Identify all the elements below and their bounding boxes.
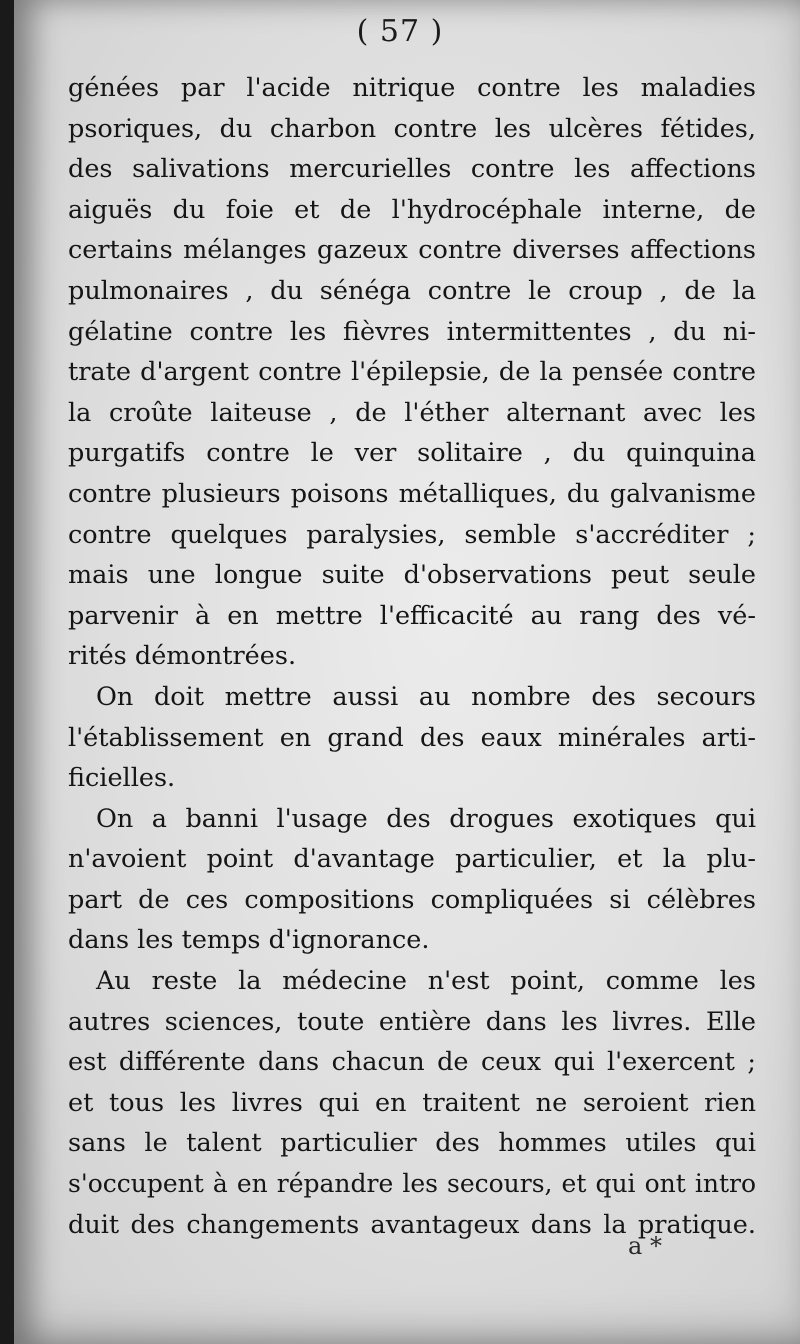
text-line: n'avoient point d'avantage particulier, et la plu- bbox=[68, 844, 756, 875]
text-line: autres sciences, toute entière dans les livres. Elle bbox=[68, 1006, 756, 1037]
text-line: duit des changements avantageux dans la pratique. bbox=[68, 1209, 756, 1240]
text-line: rités démontrées. bbox=[68, 641, 297, 672]
text-line: sans le talent particulier des hommes utiles qui bbox=[68, 1128, 756, 1159]
text-line: trate d'argent contre l'épilepsie, de la pensée contre bbox=[68, 357, 756, 388]
signature-mark: a * bbox=[628, 1232, 662, 1260]
text-line: psoriques, du charbon contre les ulcères fétides, bbox=[68, 113, 756, 144]
text-line: aiguës du foie et de l'hydrocéphale interne, de bbox=[68, 194, 756, 225]
page-number: ( 57 ) bbox=[356, 14, 444, 49]
text-line: dans les temps d'ignorance. bbox=[68, 925, 430, 956]
text-line: contre quelques paralysies, semble s'accréditer ; bbox=[68, 519, 756, 550]
text-line: génées par l'acide nitrique contre les maladies bbox=[68, 73, 756, 103]
text-line: l'établissement en grand des eaux minérales arti- bbox=[68, 722, 756, 753]
text-line: s'occupent à en répandre les secours, et qui ont intro bbox=[68, 1169, 756, 1199]
text-line: pulmonaires , du sénéga contre le croup , de la bbox=[68, 275, 756, 306]
text-line: mais une longue suite d'observations peut seule bbox=[68, 560, 756, 591]
text-line: est différente dans chacun de ceux qui l'exercent ; bbox=[68, 1047, 756, 1078]
text-line: et tous les livres qui en traitent ne seroient rien bbox=[68, 1087, 756, 1118]
text-line: ficielles. bbox=[68, 763, 176, 794]
text-line: gélatine contre les fièvres intermittentes , du ni- bbox=[68, 316, 756, 347]
text-line: parvenir à en mettre l'efficacité au rang des vé- bbox=[68, 600, 756, 631]
text-line: On doit mettre aussi au nombre des secours bbox=[96, 681, 756, 712]
page-body-text bbox=[68, 68, 756, 1245]
text-line: Au reste la médecine n'est point, comme les bbox=[96, 966, 756, 997]
text-line: purgatifs contre le ver solitaire , du quinquina bbox=[68, 438, 756, 469]
text-line: la croûte laiteuse , de l'éther alternant avec les bbox=[68, 397, 756, 428]
text-line: contre plusieurs poisons métalliques, du galvanisme bbox=[68, 478, 756, 509]
text-line: On a banni l'usage des drogues exotiques qui bbox=[96, 803, 756, 834]
text-line: part de ces compositions compliquées si célèbres bbox=[68, 884, 756, 915]
text-line: des salivations mercurielles contre les affections bbox=[68, 154, 756, 185]
text-line: certains mélanges gazeux contre diverses affections bbox=[68, 235, 756, 266]
